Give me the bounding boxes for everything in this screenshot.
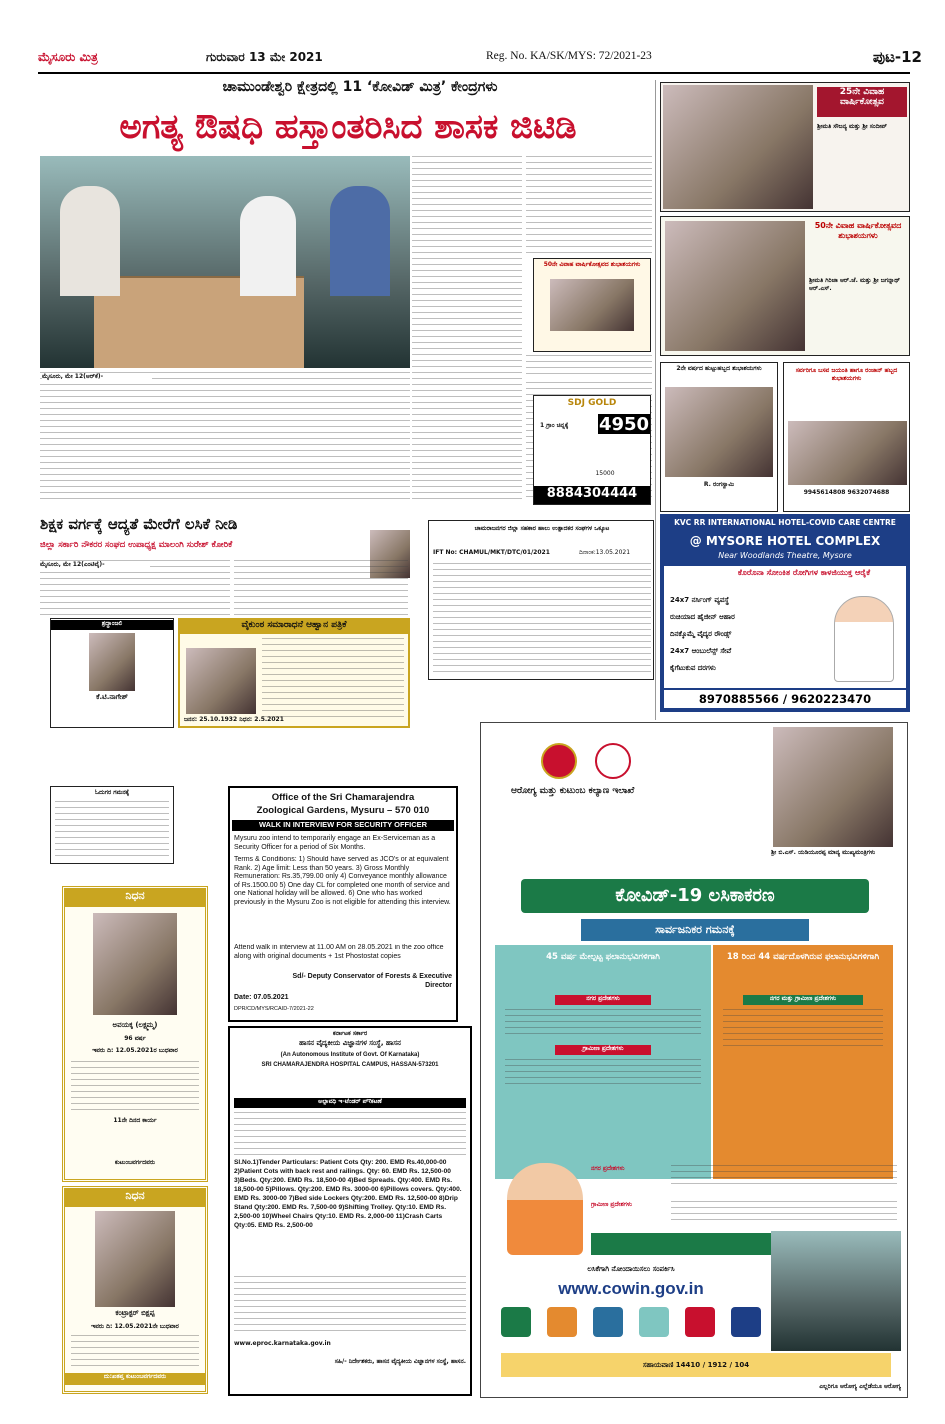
ad-vaccine-col-left: 45 ವರ್ಷ ಮೇಲ್ಪಟ್ಟ ಫಲಾನುಭವಿಗಳಿಗಾಗಿ <box>546 952 660 962</box>
ad-obit2-date: ಇವರು ದಿ: 12.05.2021ನೇ ಬುಧವಾರ <box>91 1323 179 1330</box>
ad-vaikunta-photo <box>186 648 256 714</box>
masthead <box>0 0 945 76</box>
ad-vaccine-green-bar <box>591 1233 771 1255</box>
ad-vaikunta-title: ವೈಕುಂಠ ಸಮಾರಾಧನೆ ಆಹ್ವಾನ ಪತ್ರಿಕೆ <box>180 620 408 634</box>
ad-tender-header: ಚಾಮರಾಜನಗರ ಜಿಲ್ಲಾ ಸಹಕಾರ ಹಾಲು ಉತ್ಪಾದಕರ ಸಂಘಗಳ ಒಕ್ಕೂಟ <box>474 525 610 532</box>
ad-vaccine-title: ಕೋವಿಡ್-19 ಲಸಿಕಾಕರಣ <box>521 879 869 913</box>
ad-anniv50b-title: 50ನೇ ವಿವಾಹ ವಾರ್ಷಿಕೋತ್ಸವದ ಶುಭಾಶಯಗಳು <box>543 261 641 268</box>
ad-anniv25-title: 25ನೇ ವಿವಾಹ ವಾರ್ಷಿಕೋತ್ಸವ <box>817 87 907 117</box>
lead-headline: ಅಗತ್ಯ ಔಷಧಿ ಹಸ್ತಾಂತರಿಸಿದ ಶಾಸಕ ಜಿಟಿಡಿ <box>119 107 577 147</box>
ad-anniv50 <box>660 216 910 356</box>
person-1-shape <box>60 186 120 296</box>
ad-obit2-name: ಕಂಟ್ರಾಕ್ಟರ್ ಬಿಕ್ಷಪ್ಪ <box>115 1309 155 1317</box>
ad-zoo-title-1: Office of the Sri Chamarajendra <box>271 792 415 803</box>
ad-birthday2-photo <box>665 387 773 477</box>
reg-number: Reg. No. KA/SK/MYS: 72/2021-23 <box>486 50 652 62</box>
second-dateline: ಮೈಸೂರು, ಮೇ 12(ಎಂಟಿವೈ)- <box>40 561 150 571</box>
ad-sdj-silver: 15000 <box>595 470 615 477</box>
ad-anniv50-names: ಶ್ರೀಮತಿ ಗಿರಿಜಾ ಆರ್.ಜೆ. ಮತ್ತು ಶ್ರೀ ಜಗನ್ನಾಥ್ ಆರ್.ಎಸ್. <box>809 277 901 292</box>
ad-jayanti <box>783 362 910 512</box>
ad-kvc <box>660 514 910 712</box>
issue-date: ಗುರುವಾರ 13 ಮೇ 2021 <box>206 50 323 64</box>
ad-shraddhanjali-name: ಕೆ.ಟಿ.ನಾಗೇಶ್ <box>96 693 128 701</box>
step-3-icon <box>593 1307 623 1337</box>
ad-hassan-items: Sl.No.1)Tender Particulars: Patient Cots Qty: 200. EMD Rs.40,000-00 2)Patient Cots with back rest and railings. Qty: 60. EMD Rs. 12,500-00 3)Beds. Qty:200. EMD Rs. 18,500-00 4)Bed Spreads. Qty:400. EMD Rs. 18,500-00 5)Pillows. Qty:200. EMD Rs. 3000-00 6)Pillows covers. Qty:400. EMD Rs. 3000-00 7)Bed side Lockers Qty:200. EMD Rs. 12,500-00 8)Drip Stand Qty:200. EMD Rs. 7,500-00 9)Shifting Trolley. Qty:10. EMD Rs. 2,500-00 10)Wheel Chairs Qty:10. EMD Rs. 2,000-00 11)Crash Carts Qty:05. EMD Rs. 2,500-00 <box>234 1159 462 1229</box>
ad-vaccine-rural-left-body <box>505 1059 701 1087</box>
ad-kvc-item-5: ಕೈಗೆಟುಕುವ ದರಗಳು <box>670 664 716 672</box>
ad-vaccine-left-panel <box>495 945 711 1179</box>
ad-vaccine-subtitle: ಸಾರ್ವಜನಿಕರ ಗಮನಕ್ಕೆ <box>581 919 809 941</box>
ad-hassan-details <box>234 1276 466 1336</box>
ad-vaccine-rural-bottom: ಗ್ರಾಮೀಣ ಪ್ರದೇಶಗಳು <box>591 1201 633 1208</box>
ad-hassan-intro <box>234 1112 466 1156</box>
step-5-icon <box>685 1307 715 1337</box>
ad-notice-body <box>55 801 169 859</box>
vaccination-photo <box>771 1231 901 1351</box>
ad-vaccine-footer: ಎಲ್ಲರಿಗೂ ಆರೋಗ್ಯ ಎಲ್ಲೆಡೆಯೂ ಆರೋಗ್ಯ <box>819 1383 901 1390</box>
ad-zoo-walkin: Attend walk in interview at 11.00 AM on 28.05.2021 in the zoo office along with original documents + 1st Phostostat copies <box>234 944 444 960</box>
ad-sdj-title: SDJ GOLD <box>567 398 617 408</box>
ad-obit1-rite: 11ನೇ ದಿನದ ಕಾರ್ಯ <box>113 1117 157 1124</box>
family-welfare-icon <box>595 743 631 779</box>
ad-obit2-title: ನಿಧನ <box>65 1189 205 1207</box>
ad-obit1-body <box>71 1061 199 1111</box>
lead-column-5 <box>412 372 522 502</box>
ad-vaccine-urban-rural: ನಗರ ಮತ್ತು ಗ್ರಾಮೀಣ ಪ್ರದೇಶಗಳು <box>743 995 863 1005</box>
ad-sdj-price: 4950 <box>598 414 650 434</box>
step-6-icon <box>731 1307 761 1337</box>
ad-kvc-tag: ಕೊರೊನಾ ಸೋಂಕಿತ ರೋಗಿಗಳ ಕಾಳಜಿಯುಕ್ತ ಆರೈಕೆ <box>737 568 871 577</box>
ad-kvc-body <box>664 566 906 688</box>
ad-jayanti-phone: 9945614808 9632074688 <box>803 489 890 496</box>
ad-vaccine-dept: ಆರೋಗ್ಯ ಮತ್ತು ಕುಟುಂಬ ಕಲ್ಯಾಣ ಇಲಾಖೆ <box>511 787 635 796</box>
ad-kvc-phone: 8970885566 / 9620223470 <box>664 690 906 708</box>
masthead-rule <box>38 72 910 74</box>
lead-photo <box>40 156 410 368</box>
ad-vaccine-urban-bottom: ನಗರ ಪ್ರದೇಶಗಳು <box>591 1165 625 1172</box>
ad-obit1-family: ಕುಟುಂಬವರ್ಗದವರು <box>114 1159 156 1166</box>
ad-hassan-sign: ಸಹಿ/- ನಿರ್ದೇಶಕರು, ಹಾಸನ ವೈದ್ಯಕೀಯ ವಿಜ್ಞಾನಗಳ ಸಂಸ್ಥೆ, ಹಾಸನ. <box>334 1358 466 1365</box>
karnataka-emblem-icon <box>541 743 577 779</box>
ad-hassan-tender <box>228 1026 472 1396</box>
ad-tender-body <box>433 563 651 673</box>
ad-birthday2-name: R. ರಂಗಸ್ವಾಮಿ <box>703 481 735 488</box>
lead-column-3 <box>526 355 652 379</box>
lead-column-1 <box>412 156 522 368</box>
ad-vaccine-helpline: ಸಹಾಯವಾಣಿ 14410 / 1912 / 104 <box>501 1353 891 1377</box>
ad-anniv50-photo <box>665 221 805 351</box>
ad-zoo-ref: DPR/CD/MYS/RCAID-7/2021-22 <box>234 1006 314 1012</box>
ad-tender-chamul <box>428 520 654 680</box>
second-headline: ಶಿಕ್ಷಕ ವರ್ಗಕ್ಕೆ ಆದ್ಯತೆ ಮೇರೆಗೆ ಲಸಿಕೆ ನೀಡಿ <box>40 515 238 533</box>
ad-shraddhanjali <box>50 618 174 728</box>
second-subhead: ಜಿಲ್ಲಾ ಸರ್ಕಾರಿ ನೌಕರರ ಸಂಘದ ಉಪಾಧ್ಯಕ್ಷ ಮಾಲಂಗಿ ಸುರೇಶ್ ಕೋರಿಕೆ <box>40 540 233 550</box>
ad-anniv50-title: 50ನೇ ವಿವಾಹ ವಾರ್ಷಿಕೋತ್ಸವದ ಶುಭಾಶಯಗಳು <box>814 221 902 240</box>
ad-tender-ref: IFT No: CHAMUL/MKT/DTC/01/2021 <box>433 549 550 556</box>
ad-vaccine-urban-left: ನಗರ ಪ್ರದೇಶಗಳು <box>555 995 651 1005</box>
ad-vaccine <box>480 722 908 1398</box>
ad-obit2-photo <box>95 1211 175 1307</box>
person-3-shape <box>330 186 390 296</box>
cm-photo <box>773 727 893 847</box>
ad-obit1-photo <box>93 913 177 1015</box>
ad-vaccine-step-icons <box>501 1307 761 1345</box>
ad-vaccine-urban-left-body <box>505 1009 701 1037</box>
ad-zoo-banner: WALK IN INTERVIEW FOR SECURITY OFFICER <box>232 820 454 831</box>
ad-hassan-sub: (An Autonomous Institute of Govt. Of Karnataka) <box>280 1052 420 1058</box>
ad-obit1-name: ಅವಯಕ್ಕ (ಲಕ್ಷ್ಮಮ್ಮ) <box>112 1021 158 1029</box>
ad-hassan-title: ಹಾಸನ ವೈದ್ಯಕೀಯ ವಿಜ್ಞಾನಗಳ ಸಂಸ್ಥೆ, ಹಾಸನ <box>299 1039 401 1047</box>
ad-birthday2-title: 2ನೇ ವರ್ಷದ ಹುಟ್ಟುಹಬ್ಬದ ಶುಭಾಶಯಗಳು <box>676 365 762 372</box>
lead-column-2 <box>526 156 652 256</box>
ad-tender-date: ದಿನಾಂಕ:13.05.2021 <box>579 549 631 556</box>
ad-vaccine-rural-bottom-body <box>671 1201 897 1225</box>
ad-birthday2 <box>660 362 778 512</box>
ad-shraddhanjali-photo <box>89 633 135 691</box>
step-4-icon <box>639 1307 669 1337</box>
ad-obit2-body <box>71 1335 199 1367</box>
ad-sdj-phone: 8884304444 <box>534 486 650 504</box>
ad-obit1-age: 96 ವರ್ಷ <box>124 1035 146 1042</box>
ad-jayanti-title: ಸರ್ವರಿಗೂ ಬಸವ ಜಯಂತಿ ಹಾಗೂ ರಂಜಾನ್ ಹಬ್ಬದ ಶುಭಾಶಯಗಳು <box>795 367 898 382</box>
ad-sdj-gold <box>533 395 651 505</box>
ad-vaccine-register: ಲಸಿಕೆಗಾಗಿ ನೋಂದಾಯಿಸಲು ಸಂಪರ್ಕಿಸಿ <box>587 1265 675 1273</box>
ad-kvc-title: KVC RR INTERNATIONAL HOTEL-COVID CARE CENTRE <box>674 518 896 527</box>
ad-zoo-title-2: Zoological Gardens, Mysuru – 570 010 <box>256 805 430 816</box>
lead-kicker: ಚಾಮುಂಡೇಶ್ವರಿ ಕ್ಷೇತ್ರದಲ್ಲಿ 11 ‘ಕೋವಿಡ್ ಮಿತ್ರ’ ಕೇಂದ್ರಗಳು <box>222 79 498 95</box>
ad-kvc-item-4: 24x7 ಆಂಬುಲೆನ್ಸ್ ಸೇವೆ <box>670 647 732 655</box>
ad-vaccine-right-body <box>723 1009 883 1049</box>
ad-zoo <box>228 786 458 1022</box>
ad-jayanti-photo <box>788 421 907 485</box>
ad-vaikunta-body <box>262 638 404 718</box>
step-1-icon <box>501 1307 531 1337</box>
column-gutter <box>655 80 656 720</box>
ad-vaikunta-dates: ಜನನ: 25.10.1932 ನಿಧನ: 2.5.2021 <box>184 716 284 723</box>
ad-sdj-label: 1 ಗ್ರಾಂ ಚಿನ್ನಕ್ಕೆ <box>540 422 569 429</box>
ad-hassan-campus: SRI CHAMARAJENDRA HOSPITAL CAMPUS, HASSAN-573201 <box>261 1062 439 1068</box>
ad-anniv50b <box>533 258 651 352</box>
ad-obituary-1 <box>62 886 208 1182</box>
ad-vaccine-urban-bottom-body <box>671 1165 897 1189</box>
ad-hassan-header: ಕರ್ನಾಟಕ ಸರ್ಕಾರ <box>332 1030 368 1037</box>
step-2-icon <box>547 1307 577 1337</box>
ad-anniv50b-photo <box>550 279 634 331</box>
ad-vaccine-url: www.cowin.gov.in <box>558 1279 704 1298</box>
person-2-shape <box>240 196 296 296</box>
ad-shraddhanjali-title: ಶ್ರದ್ಧಾಂಜಲಿ <box>51 620 173 630</box>
ad-kvc-subtitle: @ MYSORE HOTEL COMPLEX <box>689 534 881 548</box>
ad-hassan-banner: ಅಲ್ಪಾವಧಿ ಇ-ಟೆಂಡರ್ ಪ್रಕಟಣೆ <box>234 1098 466 1108</box>
ad-kvc-item-1: 24x7 ನರ್ಸಿಂಗ್ ವ್ಯವಸ್ಥೆ <box>670 596 730 604</box>
paper-name: ಮೈಸೂರು ಮಿತ್ರ <box>38 50 98 64</box>
doctor-icon <box>834 596 894 682</box>
ad-reader-notice <box>50 786 174 864</box>
lead-column-4 <box>40 372 410 502</box>
ad-zoo-date: Date: 07.05.2021 <box>234 994 289 1001</box>
ad-obituary-2 <box>62 1186 208 1394</box>
ad-obit2-family: ದು:ಖತಪ್ತ ಕುಟುಂಬವರ್ಗದವರು <box>65 1373 205 1385</box>
ad-hassan-url: www.eproc.karnataka.gov.in <box>234 1340 331 1347</box>
ad-kvc-item-2: ರುಚಿಯಾದ ಹೈಜೀನ್ ಆಹಾರ <box>670 613 735 621</box>
ad-zoo-sign: Sd/- Deputy Conservator of Forests & Executive Director <box>292 973 452 989</box>
second-column-2 <box>234 560 408 616</box>
ad-vaikunta <box>178 618 410 728</box>
ad-kvc-location: Near Woodlands Theatre, Mysore <box>718 551 852 560</box>
ad-zoo-body: Mysuru zoo intend to temporarily engage an Ex-Serviceman as a Security Officer for a period of Six Months. <box>234 835 436 851</box>
ad-vaccine-col-right: 18 ರಿಂದ 44 ವರ್ಷದೊಳಗಿರುವ ಫಲಾನುಭವಿಗಳಿಗಾಗಿ <box>726 952 880 962</box>
ad-kvc-item-3: ದಿನಕ್ಕೊಮ್ಮೆ ವೈದ್ಯರ ರೌಂಡ್ಸ್ <box>670 630 732 638</box>
ad-obit1-title: ನಿಧನ <box>65 889 205 907</box>
ad-obit1-date: ಇವರು ದಿ: 12.05.2021ರ ಬುಧವಾರ <box>92 1047 178 1054</box>
ad-zoo-terms: Terms & Conditions: 1) Should have served as JCO's or at equivalent Rank. 2) Age limit: Less than 50 years. 3) Gross Monthly Remuneration: Rs.35,799.00 only 4) Conveyance monthly allowance of Rs.1500.00 5) One day CL for completed one month of service and one National holiday will be allowed. 6) One who has worked previously in the Mysuru Zoo is not eligible for attending this interview. <box>234 856 451 906</box>
ad-vaccine-right-panel <box>713 945 893 1179</box>
page-number: ಪುಟ-12 <box>872 48 922 66</box>
lead-dateline: ಮೈಸೂರು, ಮೇ 12(ಆರ್‌ಕೆ)- <box>42 373 152 383</box>
ad-vaccine-rural-left: ಗ್ರಾಮೀಣ ಪ್ರದೇಶಗಳು <box>555 1045 651 1055</box>
ad-anniv25 <box>660 82 910 212</box>
ad-anniv25-names: ಶ್ರೀಮತಿ ಸೌಜನ್ಯ ಮತ್ತು ಶ್ರೀ ಸಂದೀಪ್ <box>817 123 887 130</box>
ad-vaccine-cm: ಶ್ರೀ ಬಿ.ಎಸ್. ಯಡಿಯೂರಪ್ಪ ಮಾನ್ಯ ಮುಖ್ಯಮಂತ್ರಿಗಳು <box>771 849 876 856</box>
ad-anniv25-photo <box>663 85 813 209</box>
vaccine-boy-illustration <box>507 1163 583 1255</box>
ad-notice-title: ಓದುಗರ ಗಮನಕ್ಕೆ <box>94 789 130 796</box>
